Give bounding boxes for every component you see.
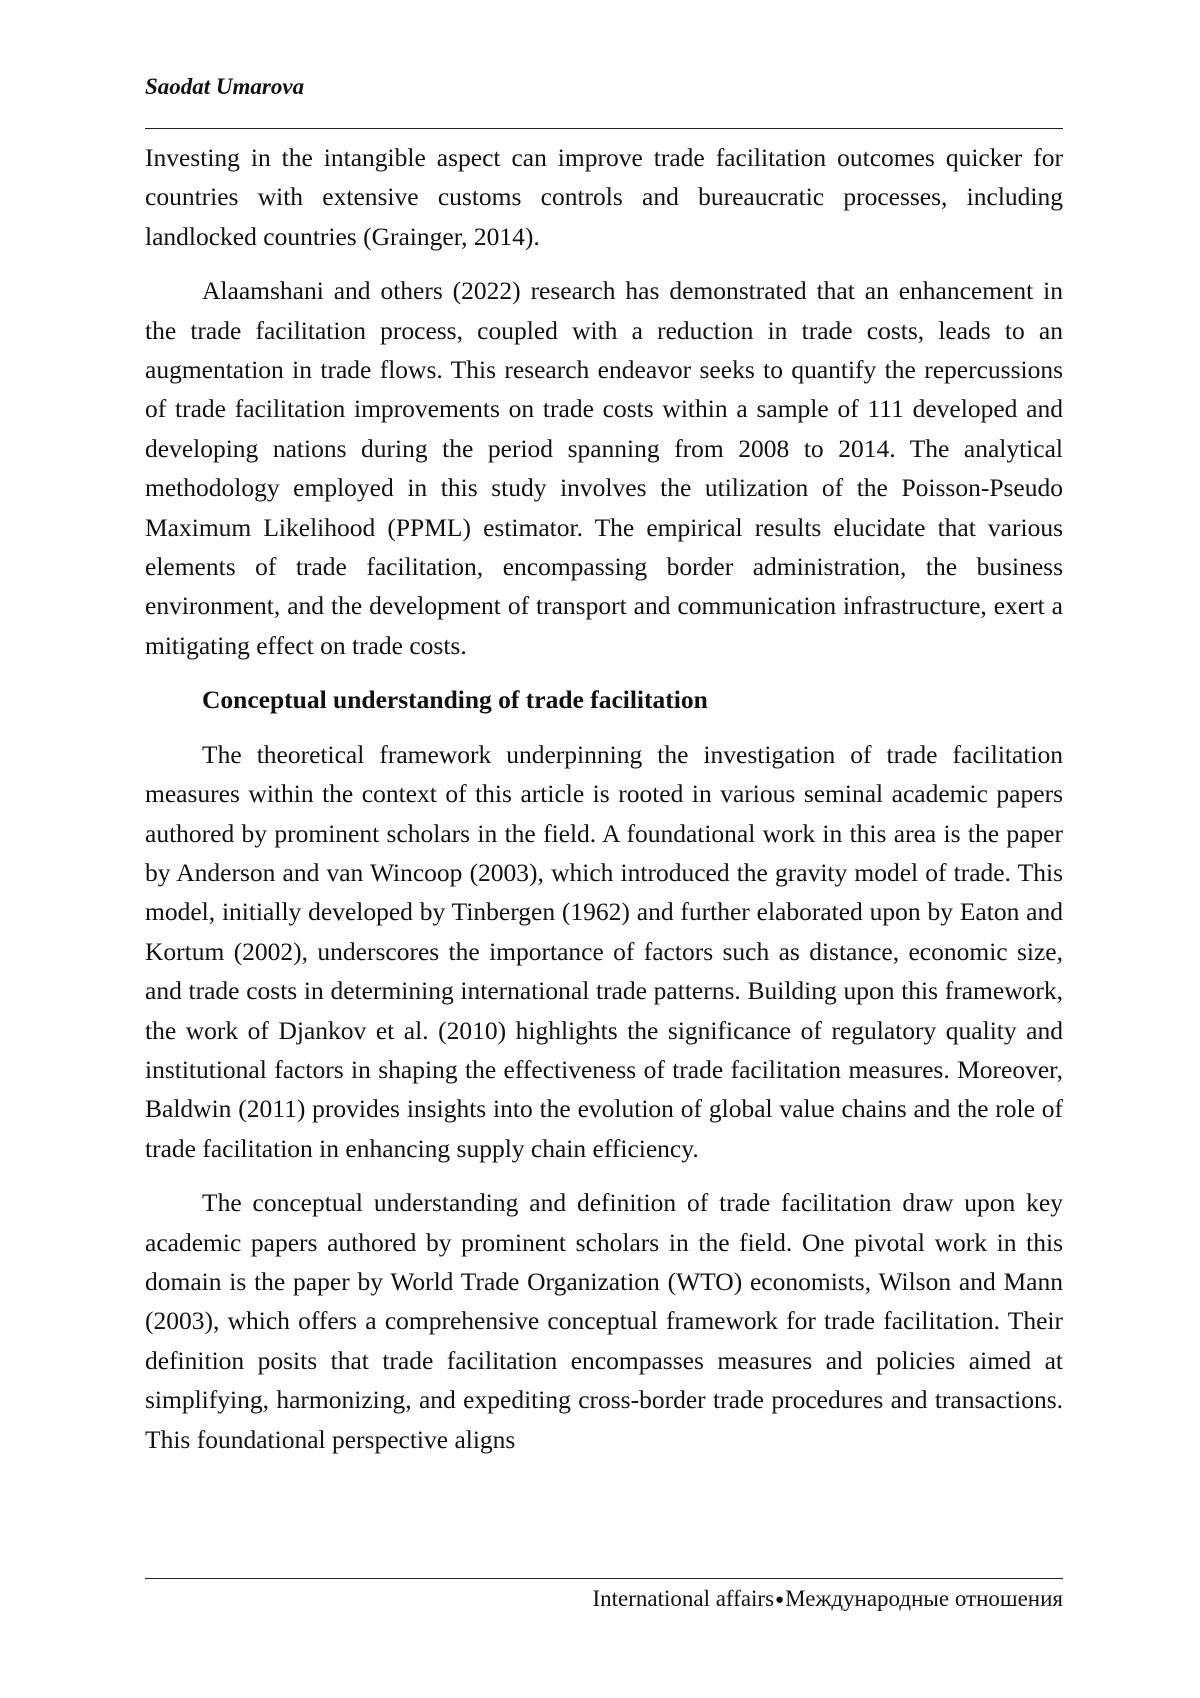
paragraph-continuation: Investing in the intangible aspect can improve trade facilitation outcomes quicker for countries with extensive customs controls and bureaucratic processes, including landlocked countries (Grainger, 2014).	[145, 143, 1063, 251]
footer-journal-ru: Международные отношения	[785, 1586, 1063, 1611]
section-heading: Conceptual understanding of trade facilitation	[202, 685, 708, 715]
footer-divider	[145, 1578, 1063, 1579]
footer-journal-en: International affairs	[592, 1586, 775, 1611]
paragraph-theoretical-framework: The theoretical framework underpinning the investigation of trade facilitation measures within the context of this article is rooted in various seminal academic papers authored by prominent scholars in the field. A foundational work in this area is the paper by Anderson and van Wincoop (2003), which introduced the gravity model of trade. This model, initially developed by Tinbergen (1962) and further elaborated upon by Eaton and Kortum (2002), underscores the importance of factors such as distance, economic size, and trade costs in determining international trade patterns. Building upon this framework, the work of Djankov et al. (2010) highlights the significance of regulatory quality and institutional factors in shaping the effectiveness of trade facilitation measures. Moreover, Baldwin (2011) provides insights into the evolution of global value chains and the role of trade facilitation in enhancing supply chain efficiency.	[145, 739, 1063, 1163]
footer-journal-name	[592, 1586, 1063, 1612]
paragraph-alaamshani: Alaamshani and others (2022) research has demonstrated that an enhancement in the trade facilitation process, coupled with a reduction in trade costs, leads to an augmentation in trade flows. This research endeavor seeks to quantify the repercussions of trade facilitation improvements on trade costs within a sample of 111 developed and developing nations during the period spanning from 2008 to 2014. The analytical methodology employed in this study involves the utilization of the Poisson-Pseudo Maximum Likelihood (PPML) estimator. The empirical results elucidate that various elements of trade facilitation, encompassing border administration, the business environment, and the development of transport and communication infrastructure, exert a mitigating effect on trade costs.	[145, 276, 1063, 660]
paragraph-conceptual-definition: The conceptual understanding and definition of trade facilitation draw upon key academic papers authored by prominent scholars in the field. One pivotal work in this domain is the paper by World Trade Organization (WTO) economists, Wilson and Mann (2003), which offers a comprehensive conceptual framework for trade facilitation. Their definition posits that trade facilitation encompasses measures and policies aimed at simplifying, harmonizing, and expediting cross-border trade procedures and transactions. This foundational perspective aligns	[145, 1188, 1063, 1454]
running-header-author: Saodat Umarova	[145, 74, 305, 99]
header-divider	[145, 128, 1063, 129]
footer-bullet: ●	[775, 1592, 785, 1608]
article-body	[145, 138, 1063, 1474]
